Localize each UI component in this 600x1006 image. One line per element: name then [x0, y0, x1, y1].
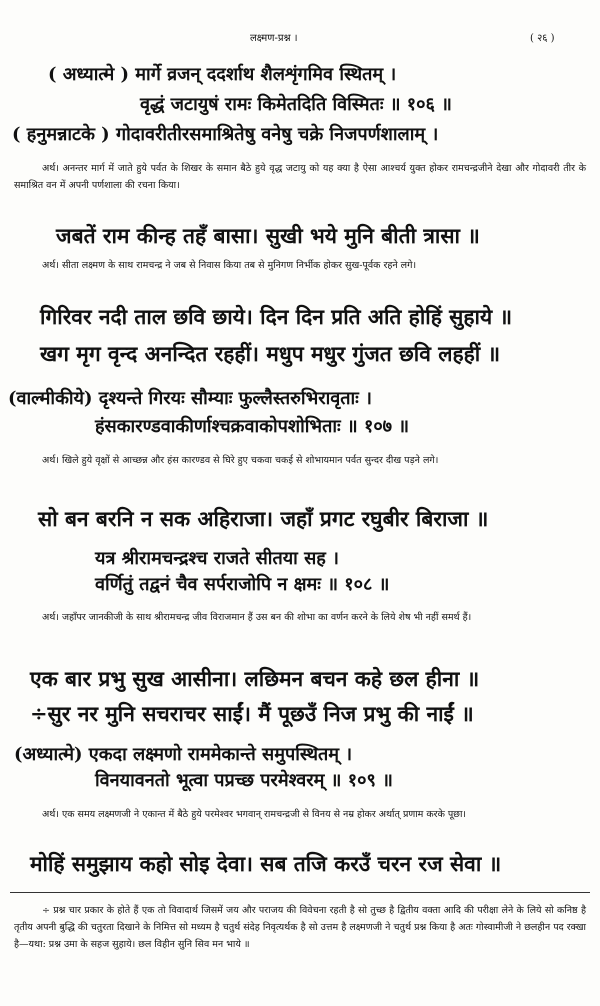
meaning-paragraph — [14, 257, 586, 274]
meaning-text: अर्थ। एक समय लक्ष्मणजी ने एकान्त में बैठे हुये परमेश्वर भगवान् रामचन्द्रजी से विनय से नम्र होकर अर्थात् प्रणाम करके पूछा। — [42, 809, 466, 820]
footnote-text: ÷ प्रश्न चार प्रकार के होते हैं एक तो विवादार्थ जिसमें जय और पराजय की विवेचना रहती है सो तुच्छ है द्वितीय वक्ता आदि की परीक्षा लेने के लिये सो कनिष्ठ है तृतीय अपनी बुद्धि की चतुरता दिखाने के निमित्त सो मध्यम है चतुर्थ संदेह निवृत्यर्थक है सो उत्तम है लक्ष्मणजी ने चतुर्थ प्रश्न किया है अतः गोस्वामीजी ने छलहीन पद रक्खा है—यथा: प्रश्न उमा के सहज सुहाये। छल विहीन सुनि सिव मन भाये ॥ — [14, 905, 586, 950]
meaning-paragraph — [14, 452, 586, 469]
sloka-109-line-2: विनयावनतो भूत्वा पप्रच्छ परमेश्वरम् ॥ १०९ ॥ — [95, 770, 393, 791]
chaupai-line: एक बार प्रभु सुख आसीना। लछिमन बचन कहे छल हीना ॥ — [30, 666, 480, 691]
running-header: लक्ष्मण-प्रश्न । — [250, 33, 298, 44]
meaning-paragraph — [14, 609, 586, 626]
chaupai-line: सो बन बरनि न सक अहिराजा। जहाँ प्रगट रघुबीर बिराजा ॥ — [38, 506, 489, 531]
meaning-paragraph — [14, 806, 586, 823]
sloka-109-line-1: (अध्यात्मे) एकदा लक्ष्मणो राममेकान्ते समुपस्थितम् । — [14, 744, 353, 765]
sloka-108-line-2: वर्णितुं तद्वनं चैव सर्पराजोपि न क्षमः ॥ १०८ ॥ — [95, 574, 390, 595]
sloka-107-line-1: (वाल्मीकीये) दृश्यन्ते गिरयः सौम्याः फुल्लैस्तरुभिरावृताः । — [8, 388, 372, 409]
chaupai-line: जबतें राम कीन्ह तहँ बासा। सुखी भये मुनि बीती त्रासा ॥ — [56, 223, 480, 248]
sloka-106-line-3: ( हनुमन्नाटके ) गोदावरीतीरसमाश्रितेषु वनेषु चक्रे निजपर्णशालाम् । — [12, 124, 439, 145]
sloka-106-line-1: ( अध्यात्मे ) मार्गे व्रजन् ददर्शाथ शैलशृंगमिव स्थितम् । — [48, 64, 397, 85]
chaupai-line: गिरिवर नदी ताल छवि छाये। दिन दिन प्रति अति होहिं सुहाये ॥ — [40, 304, 513, 329]
footnote — [14, 902, 586, 953]
chaupai-line: मोहिं समुझाय कहो सोइ देवा। सब तजि करउँ चरन रज सेवा ॥ — [30, 851, 502, 876]
meaning-paragraph — [14, 160, 586, 194]
meaning-text: अर्थ। जहाँपर जानकीजी के साथ श्रीरामचन्द्र जीव विराजमान हैं उस बन की शोभा का वर्णन करने के लिये शेष भी नहीं समर्थ हैं। — [42, 612, 472, 623]
meaning-text: अर्थ। अनन्तर मार्ग में जाते हुये पर्वत के शिखर के समान बैठे हुये वृद्ध जटायु को यह क्या है ऐसा आश्चर्य युक्त होकर रामचन्द्रजीने देखा और गोदावरी तीर के समाश्रित वन में अपनी पर्णशाला की रचना किया। — [14, 163, 586, 191]
page-number: ( २६ ) — [530, 33, 555, 44]
meaning-text: अर्थ। खिले हुये वृक्षों से आच्छन्न और हंस कारण्डव से घिरे हुए चकवा चकई से शोभायमान पर्वत सुन्दर दीख पड़ने लगे। — [42, 455, 439, 466]
footnote-divider — [10, 892, 590, 893]
chaupai-line: ÷सुर नर मुनि सचराचर साईं। मैं पूछउँ निज प्रभु की नाईं ॥ — [30, 701, 474, 726]
sloka-106-line-2: वृद्धं जटायुषं रामः किमेतदिति विस्मितः ॥ १०६ ॥ — [140, 94, 452, 115]
chaupai-line: खग मृग वृन्द अनन्दित रहहीं। मधुप मधुर गुंजत छवि लहहीं ॥ — [40, 341, 501, 366]
sloka-107-line-2: हंसकारण्डवाकीर्णाश्चक्रवाकोपशोभिताः ॥ १०७ ॥ — [95, 416, 410, 437]
sloka-108-line-1: यत्र श्रीरामचन्द्रश्च राजते सीतया सह । — [95, 548, 339, 569]
meaning-text: अर्थ। सीता लक्ष्मण के साथ रामचन्द्र ने जब से निवास किया तब से मुनिगण निर्भीक होकर सुख-पूर्वक रहने लगे। — [42, 260, 417, 271]
